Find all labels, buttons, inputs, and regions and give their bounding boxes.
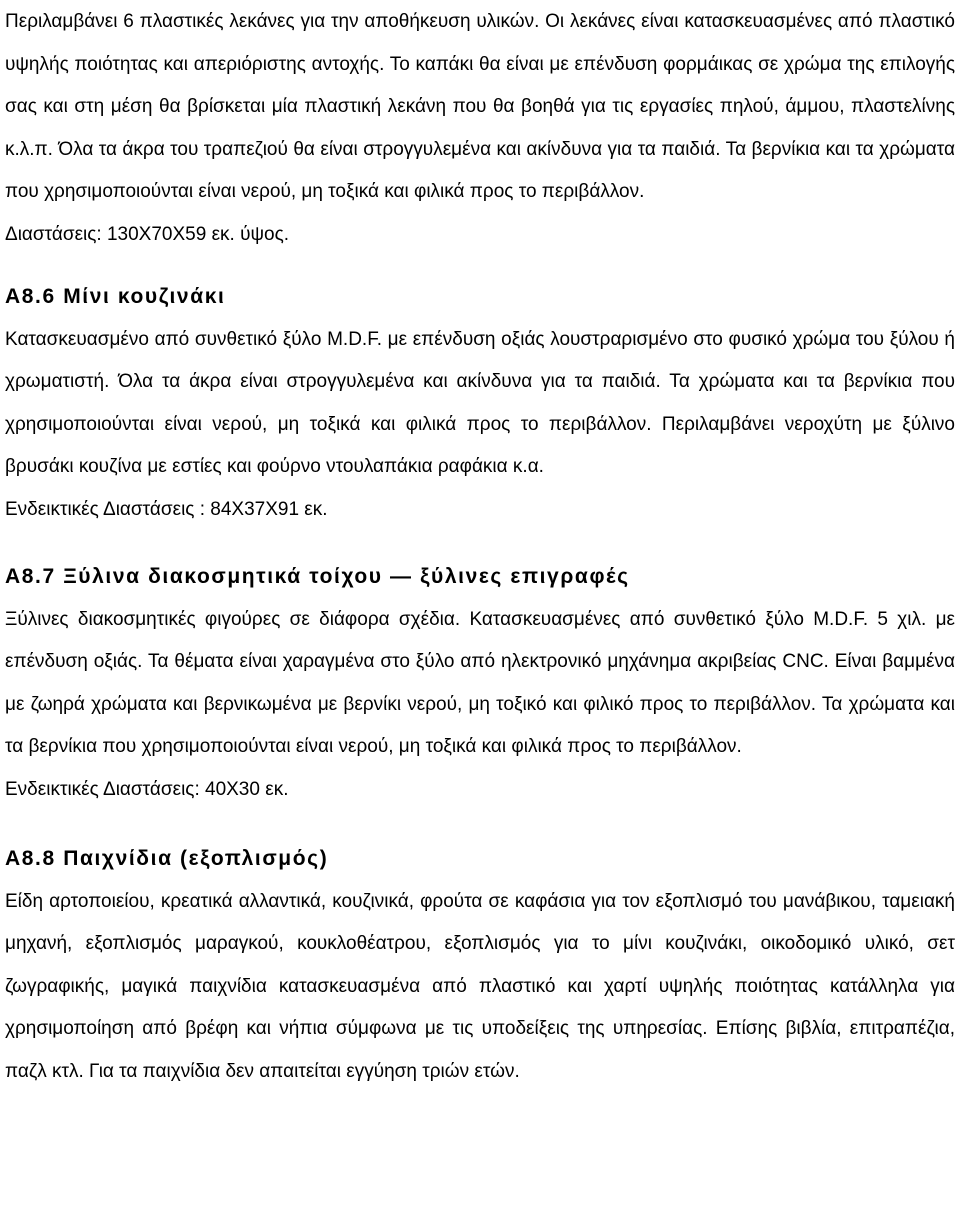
section-1-dimensions: Διαστάσεις: 130Χ70Χ59 εκ. ύψος. (5, 223, 290, 245)
section-3-dimensions: Ενδεικτικές Διαστάσεις: 40Χ30 εκ. (5, 778, 289, 800)
section-2-paragraph (5, 318, 955, 532)
section-3-paragraph (5, 598, 955, 812)
section-2-dimensions: Ενδεικτικές Διαστάσεις : 84Χ37Χ91 εκ. (5, 498, 328, 520)
section-spacer (5, 257, 955, 276)
section-3-heading: Α8.7 Ξύλινα διακοσμητικά τοίχου — ξύλινες επιγραφές (5, 564, 630, 588)
section-1-body-text: Περιλαμβάνει 6 πλαστικές λεκάνες για την αποθήκευση υλικών. Οι λεκάνες είναι κατασκευασμένες από πλαστικό υψηλής ποιότητας και απεριόριστης αντοχής. Το καπάκι θα είναι με επένδυση φορμάικας σε χρώμα της επιλογής σας και στη μέση θα βρίσκεται μία πλαστική λεκάνη που θα βοηθά για τις εργασίες πηλού, άμμου, πλαστελίνης κ.λ.π. Όλα τα άκρα του τραπεζιού θα είναι στρογγυλεμένα και ακίνδυνα για τα παιδιά. Τα βερνίκια και τα χρώματα που χρησιμοποιούνται είναι νερού, μη τοξικά και φιλικά προς το περιβάλλον. (5, 11, 955, 203)
section-spacer (5, 812, 955, 838)
section-spacer (5, 532, 955, 556)
section-4-paragraph (5, 880, 955, 1094)
section-4-body-text: Είδη αρτοποιείου, κρεατικά αλλαντικά, κουζινικά, φρούτα σε καφάσια για τον εξοπλισμό του μανάβικου, ταμειακή μηχανή, εξοπλισμός μαραγκού, κουκλοθέατρου, εξοπλισμός για το μίνι κουζινάκι, οικοδομικό υλικό, σετ ζωγραφικής, μαγικά παιχνίδια κατασκευασμένα από πλαστικό και χαρτί υψηλής ποιότητας κατάλληλα για χρησιμοποίηση από βρέφη και νήπια σύμφωνα με τις υποδείξεις της υπηρεσίας. Επίσης βιβλία, επιτραπέζια, παζλ κτλ. Για τα παιχνίδια δεν απαιτείται εγγύηση τριών ετών. (5, 890, 955, 1082)
section-2-body-text: Κατασκευασμένο από συνθετικό ξύλο M.D.F. με επένδυση οξιάς λουστραρισμένο στο φυσικό χρώμα του ξύλου ή χρωματιστή. Όλα τα άκρα είναι στρογγυλεμένα και ακίνδυνα για τα παιδιά. Τα χρώματα και τα βερνίκια που χρησιμοποιούνται είναι νερού, μη τοξικά και φιλικά προς το περιβάλλον. Περιλαμβάνει νεροχύτη με ξύλινο βρυσάκι κουζίνα με εστίες και φούρνο ντουλαπάκια ραφάκια κ.α. (5, 328, 955, 478)
document-page (5, 0, 955, 1093)
section-2-heading: Α8.6 Μίνι κουζινάκι (5, 284, 226, 308)
section-4-heading: Α8.8 Παιχνίδια (εξοπλισμός) (5, 846, 329, 870)
section-3-body-text: Ξύλινες διακοσμητικές φιγούρες σε διάφορα σχέδια. Κατασκευασμένες από συνθετικό ξύλο M.D.F. 5 χιλ. με επένδυση οξιάς. Τα θέματα είναι χαραγμένα στο ξύλο από ηλεκτρονικό μηχάνημα ακριβείας CNC. Είναι βαμμένα με ζωηρά χρώματα και βερνικωμένα με βερνίκι νερού, μη τοξικό και φιλικό προς το περιβάλλον. Τα χρώματα και τα βερνίκια που χρησιμοποιούνται είναι νερού, μη τοξικά και φιλικά προς το περιβάλλον. (5, 608, 955, 758)
section-1-paragraph (5, 0, 955, 257)
